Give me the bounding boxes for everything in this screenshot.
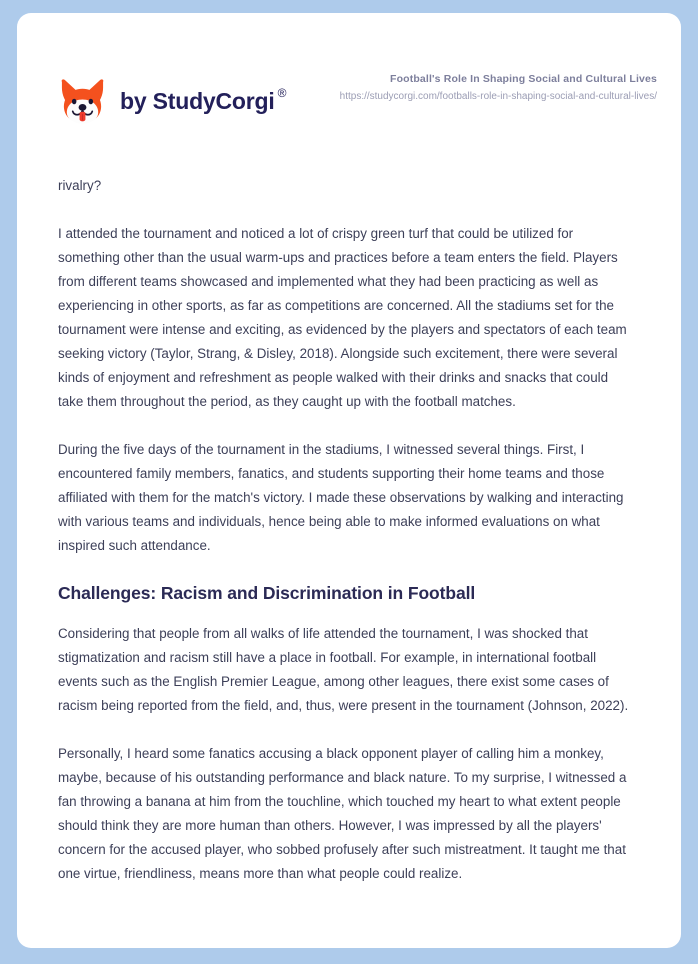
paragraph: Personally, I heard some fanatics accusing a black opponent player of calling him a monkey, maybe, because of his outstanding performance and black nature. To my surprise, I witnessed a fan throwing a banana at him from the touchline, which touched my heart to what extent people should think they are more human than others. However, I was impressed by all the players' concern for the accused player, who sobbed profusely after such mistreatment. It taught me that one virtue, friendliness, means more than what people could realize. xyxy=(58,745,627,881)
brand-name: by StudyCorgi xyxy=(120,88,275,114)
corgi-head-icon xyxy=(58,77,107,126)
section-heading: Challenges: Racism and Discrimination in Football xyxy=(58,583,476,603)
document-title: Football's Role In Shaping Social and Cultural Lives xyxy=(390,73,657,85)
paragraph: I attended the tournament and noticed a lot of crispy green turf that could be utilized for something other than the usual warm-ups and practices before a team enters the field. Players from different teams showcased and implemented what they had been practicing as well as experiencing in other sports, as far as competitions are concerned. All the stadiums set for the tournament were intense and exciting, as evidenced by the players and spectators of each team seeking victory (Taylor, Strang, & Disley, 2018). Alongside such excitement, there were several kinds of enjoyment and refreshment as people walked with their drinks and snacks that could take them throughout the period, as they caught up with the football matches. xyxy=(58,226,627,409)
paragraph: During the five days of the tournament in the stadiums, I witnessed several things. First, I encountered family members, fanatics, and students supporting their home teams and those affiliated with them for the match's victory. I made these observations by walking and interacting with various teams and individuals, hence being able to make informed evaluations on what inspired such attendance. xyxy=(58,442,624,553)
brand-lockup[interactable] xyxy=(58,70,286,126)
document-sheet xyxy=(17,13,681,948)
paragraph: rivalry? xyxy=(58,178,102,193)
document-header xyxy=(17,13,681,126)
brand-wordmark xyxy=(120,86,287,114)
document-meta xyxy=(340,70,657,104)
article-body xyxy=(17,174,681,886)
paragraph: Considering that people from all walks of life attended the tournament, I was shocked that stigmatization and racism still have a place in football. For example, in international football events such as the English Premier League, among other leagues, there exist some cases of racism being reported from the field, and, thus, were present in the tournament (Johnson, 2022). xyxy=(58,625,629,713)
registered-trademark-icon: ® xyxy=(277,86,287,100)
document-url[interactable]: https://studycorgi.com/footballs-role-in-shaping-social-and-cultural-lives/ xyxy=(339,91,657,103)
